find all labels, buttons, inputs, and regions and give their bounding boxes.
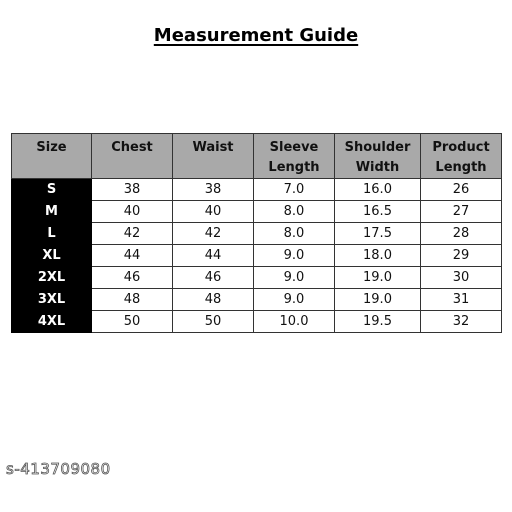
header-line: Size (36, 140, 67, 155)
table-cell: 8.0 (254, 223, 335, 245)
column-header-size (12, 134, 92, 179)
table-cell: 38 (92, 179, 173, 201)
size-cell: 4XL (12, 311, 92, 333)
table-cell: 32 (421, 311, 502, 333)
table-cell: 9.0 (254, 289, 335, 311)
size-cell: S (12, 179, 92, 201)
header-line: Chest (111, 140, 153, 155)
table-row (12, 201, 502, 223)
table-cell: 16.5 (335, 201, 421, 223)
table-cell: 31 (421, 289, 502, 311)
header-line: Waist (192, 140, 234, 155)
header-line: Length (268, 160, 320, 175)
column-header-sleeve-length (254, 134, 335, 179)
table-cell: 27 (421, 201, 502, 223)
watermark-text: s-413709080 (6, 460, 111, 478)
table-cell: 8.0 (254, 201, 335, 223)
table-cell: 42 (92, 223, 173, 245)
table-cell: 29 (421, 245, 502, 267)
table-cell: 7.0 (254, 179, 335, 201)
table-cell: 48 (173, 289, 254, 311)
header-line: Length (435, 160, 487, 175)
table-header-row (12, 134, 502, 179)
table-row (12, 179, 502, 201)
size-cell: M (12, 201, 92, 223)
header-line: Shoulder (344, 140, 411, 155)
table-cell: 17.5 (335, 223, 421, 245)
table-row (12, 267, 502, 289)
table-cell: 48 (92, 289, 173, 311)
table-cell: 19.5 (335, 311, 421, 333)
column-header-shoulder-width (335, 134, 421, 179)
size-cell: L (12, 223, 92, 245)
size-cell: 2XL (12, 267, 92, 289)
table-cell: 38 (173, 179, 254, 201)
table-cell: 19.0 (335, 267, 421, 289)
table-cell: 40 (92, 201, 173, 223)
table-cell: 42 (173, 223, 254, 245)
measurement-table (11, 133, 502, 333)
column-header-product-length (421, 134, 502, 179)
table-cell: 30 (421, 267, 502, 289)
table-cell: 9.0 (254, 245, 335, 267)
header-line: Product (432, 140, 490, 155)
page-title: Measurement Guide (153, 25, 359, 46)
column-header-waist (173, 134, 254, 179)
table-cell: 40 (173, 201, 254, 223)
table-row (12, 311, 502, 333)
table-cell: 44 (92, 245, 173, 267)
size-cell: 3XL (12, 289, 92, 311)
table-cell: 44 (173, 245, 254, 267)
table-cell: 46 (92, 267, 173, 289)
table-cell: 50 (92, 311, 173, 333)
table-row (12, 223, 502, 245)
table-cell: 9.0 (254, 267, 335, 289)
table-cell: 46 (173, 267, 254, 289)
header-line: Sleeve (269, 140, 319, 155)
table-cell: 28 (421, 223, 502, 245)
column-header-chest (92, 134, 173, 179)
table-cell: 26 (421, 179, 502, 201)
size-cell: XL (12, 245, 92, 267)
table-cell: 18.0 (335, 245, 421, 267)
table-row (12, 245, 502, 267)
table-cell: 10.0 (254, 311, 335, 333)
table-row (12, 289, 502, 311)
header-line: Width (355, 160, 400, 175)
table-cell: 50 (173, 311, 254, 333)
table-cell: 19.0 (335, 289, 421, 311)
table-cell: 16.0 (335, 179, 421, 201)
